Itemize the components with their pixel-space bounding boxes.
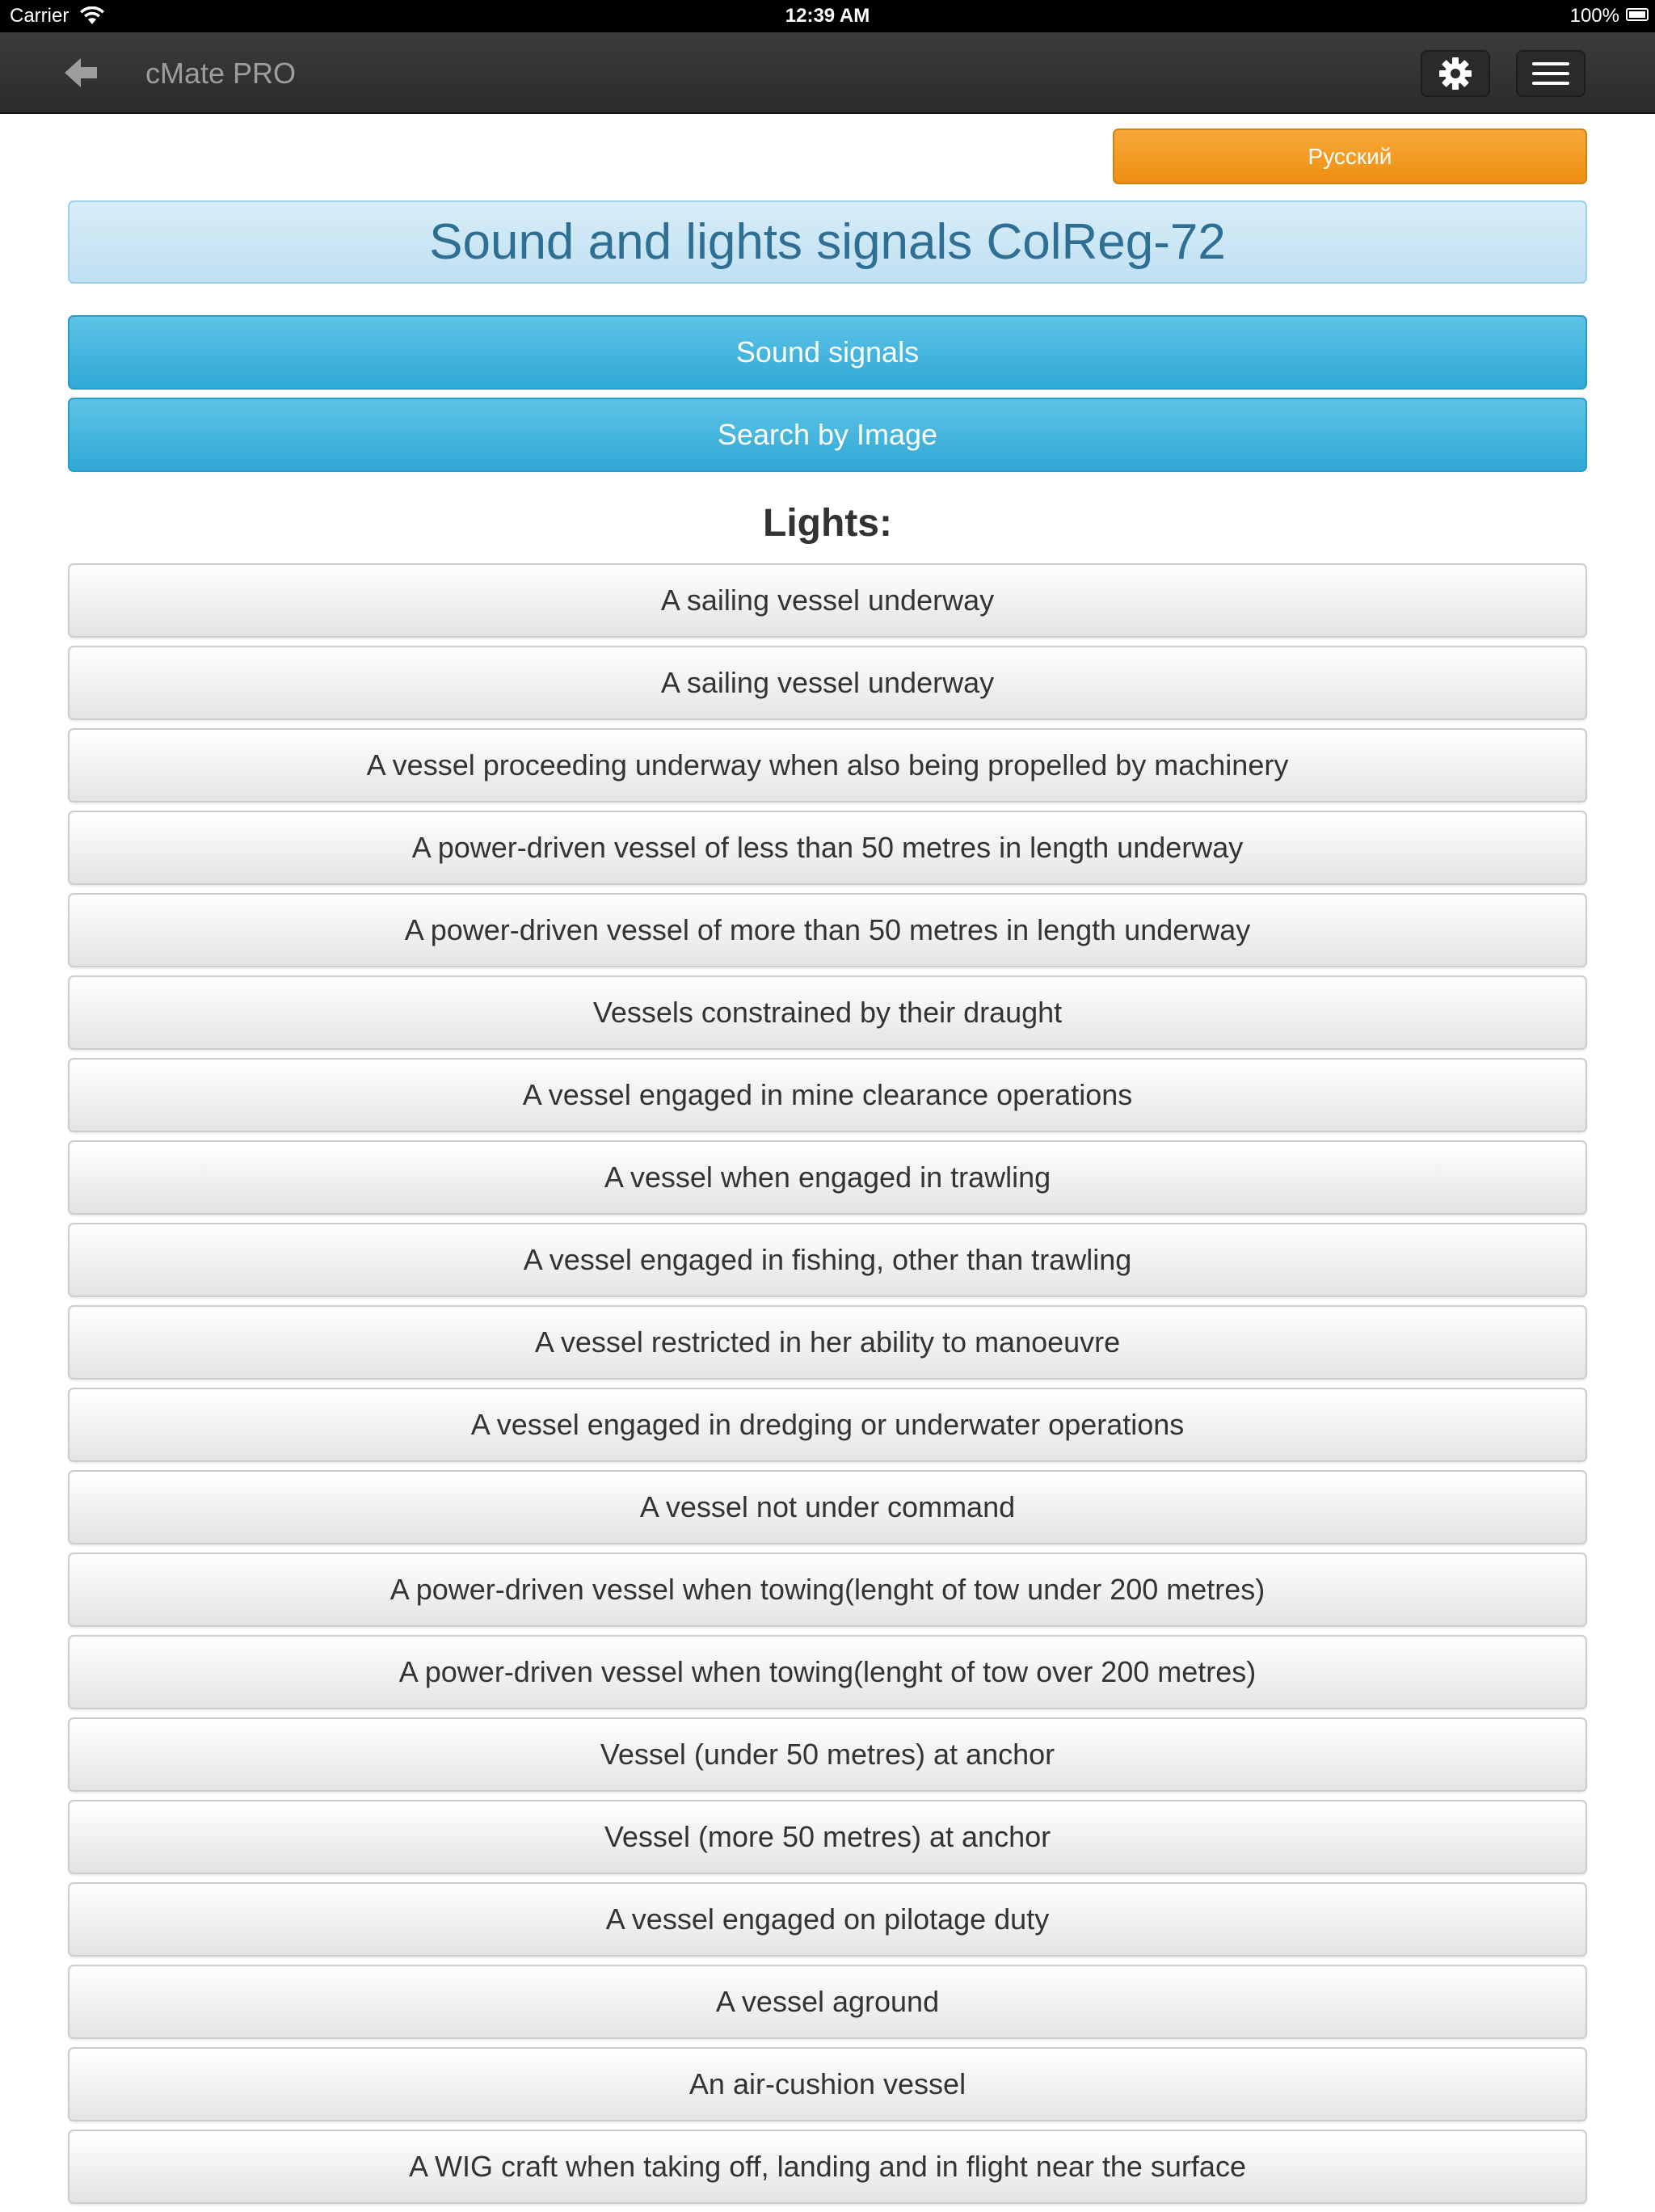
light-item[interactable]: Vessel (under 50 metres) at anchor (68, 1717, 1587, 1792)
light-item[interactable]: A vessel when engaged in trawling (68, 1140, 1587, 1215)
status-time: 12:39 AM (785, 5, 870, 27)
light-item[interactable]: A vessel engaged in mine clearance operations (68, 1058, 1587, 1132)
app-title[interactable]: cMate PRO (145, 57, 297, 90)
light-item[interactable]: A sailing vessel underway (68, 646, 1587, 720)
lights-heading: Lights: (763, 502, 892, 545)
light-item[interactable]: A vessel engaged on pilotage duty (68, 1882, 1587, 1957)
light-item[interactable]: A WIG craft when taking off, landing and in flight near the surface (68, 2130, 1587, 2204)
light-item[interactable]: A power-driven vessel when towing(lenght of tow over 200 metres) (68, 1635, 1587, 1709)
arrow-left-icon[interactable] (63, 55, 100, 91)
search-by-image-button[interactable]: Search by Image (68, 398, 1587, 472)
light-item[interactable]: A sailing vessel underway (68, 563, 1587, 638)
light-item[interactable]: A power-driven vessel of more than 50 metres in length underway (68, 893, 1587, 967)
light-item[interactable]: Vessel (more 50 metres) at anchor (68, 1800, 1587, 1874)
light-item[interactable]: Vessels constrained by their draught (68, 975, 1587, 1050)
menu-button[interactable] (1516, 50, 1586, 97)
gear-icon (1438, 56, 1473, 91)
battery-icon (1626, 8, 1649, 21)
light-item[interactable]: An air-cushion vessel (68, 2047, 1587, 2121)
top-navbar (0, 32, 1655, 114)
hamburger-menu-icon (1532, 61, 1569, 86)
page-title: Sound and lights signals ColReg-72 (68, 200, 1587, 284)
light-item[interactable]: A vessel aground (68, 1965, 1587, 2039)
light-item[interactable]: A vessel restricted in her ability to manoeuvre (68, 1305, 1587, 1380)
light-item[interactable]: A vessel not under command (68, 1470, 1587, 1544)
language-russian-button[interactable]: Русский (1113, 129, 1587, 184)
light-item[interactable]: A vessel engaged in dredging or underwater operations (68, 1388, 1587, 1462)
settings-button[interactable] (1421, 50, 1490, 97)
lights-list (68, 563, 1587, 2212)
sound-signals-button[interactable]: Sound signals (68, 315, 1587, 390)
battery-percent: 100% (1569, 5, 1619, 27)
light-item[interactable]: A vessel proceeding underway when also being propelled by machinery (68, 728, 1587, 803)
light-item[interactable]: A vessel engaged in fishing, other than trawling (68, 1223, 1587, 1297)
light-item[interactable]: A power-driven vessel when towing(lenght of tow under 200 metres) (68, 1553, 1587, 1627)
carrier-label: Carrier (10, 5, 69, 27)
status-bar (0, 0, 1655, 32)
light-item[interactable]: A power-driven vessel of less than 50 metres in length underway (68, 811, 1587, 885)
